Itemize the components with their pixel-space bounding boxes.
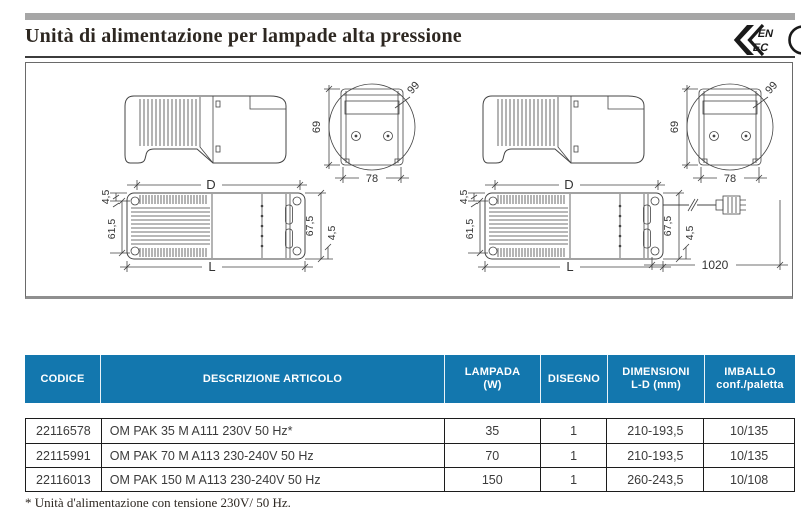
column-header-sublabel: conf./paletta	[716, 379, 784, 391]
cable-and-plug	[663, 196, 746, 214]
column-header-imballo	[704, 355, 795, 403]
column-header-label: DESCRIZIONE ARTICOLO	[202, 372, 343, 385]
cell-dimensioni: 210-193,5	[606, 444, 703, 467]
header-accent-bar	[25, 13, 795, 20]
table-row	[26, 419, 794, 443]
dim-left-tabs	[458, 190, 488, 256]
cell-disegno: 1	[540, 468, 607, 491]
svg-text:L: L	[566, 259, 574, 274]
cell-imballo: 10/108	[703, 468, 794, 491]
dim-l	[478, 259, 671, 274]
svg-text:D: D	[206, 177, 216, 192]
svg-text:L: L	[208, 259, 216, 274]
cell-dimensioni: 260-243,5	[606, 468, 703, 491]
svg-text:61,5: 61,5	[464, 218, 476, 240]
table-header	[25, 355, 795, 403]
cell-disegno: 1	[540, 419, 607, 443]
cell-disegno: 1	[540, 444, 607, 467]
svg-text:61,5: 61,5	[106, 218, 118, 240]
enec-text-en: EN	[756, 28, 775, 40]
svg-text:4,5: 4,5	[100, 189, 112, 205]
cell-descrizione: OM PAK 70 M A113 230-240V 50 Hz	[101, 444, 444, 467]
column-header-label: CODICE	[40, 372, 85, 385]
table-body	[25, 418, 795, 492]
column-header-descrizione	[100, 355, 444, 403]
column-header-dimensioni	[607, 355, 704, 403]
cell-descrizione: OM PAK 150 M A113 230-240V 50 Hz	[101, 468, 444, 491]
enec-text-ec: EC	[751, 42, 770, 54]
dim-height	[669, 85, 698, 169]
end-view	[687, 84, 773, 170]
svg-text:99: 99	[405, 79, 423, 97]
column-header-codice	[25, 355, 100, 403]
column-header-sublabel: (W)	[483, 379, 502, 391]
title-underline	[25, 56, 795, 58]
svg-text:69: 69	[311, 120, 323, 134]
cell-dimensioni: 210-193,5	[606, 419, 703, 443]
table-row	[26, 467, 794, 491]
column-header-label: IMBALLO	[724, 366, 776, 378]
dim-right-tabs	[304, 190, 338, 262]
cell-descrizione: OM PAK 35 M A111 230V 50 Hz*	[101, 419, 444, 443]
table-row	[26, 443, 794, 467]
side-view	[483, 96, 644, 163]
svg-text:4,5: 4,5	[326, 225, 338, 241]
svg-text:99: 99	[763, 79, 781, 97]
cell-codice: 22115991	[36, 448, 91, 463]
top-view	[127, 193, 305, 259]
column-header-disegno	[540, 355, 607, 403]
cell-imballo: 10/135	[703, 444, 794, 467]
dim-height	[311, 85, 340, 169]
column-header-label: DISEGNO	[547, 372, 601, 385]
svg-text:78: 78	[365, 173, 379, 185]
technical-drawing-right	[458, 76, 801, 300]
svg-text:67,5: 67,5	[304, 215, 316, 237]
technical-drawing-left	[100, 76, 445, 300]
svg-text:1020: 1020	[701, 258, 729, 272]
cell-lampada: 70	[444, 444, 540, 467]
end-view	[329, 84, 415, 170]
svg-text:78: 78	[723, 173, 737, 185]
dim-right-tabs	[662, 190, 696, 262]
side-view	[125, 96, 286, 163]
cell-lampada: 150	[444, 468, 540, 491]
column-header-label: DIMENSIONI	[622, 366, 690, 378]
dim-left-tabs	[100, 190, 130, 256]
cell-codice: 22116578	[36, 424, 91, 438]
dim-d	[485, 177, 665, 192]
svg-text:4,5: 4,5	[684, 225, 696, 241]
svg-text:D: D	[564, 177, 574, 192]
footnote: * Unità d'alimentazione con tensione 230V/ 50 Hz.	[25, 495, 291, 510]
cell-lampada: 35	[444, 419, 540, 443]
cell-imballo: 10/135	[703, 419, 794, 443]
column-header-label: LAMPADA	[464, 366, 521, 378]
column-header-sublabel: L-D (mm)	[631, 379, 681, 391]
cell-codice: 22116013	[36, 472, 91, 487]
dim-l	[120, 259, 313, 274]
dim-d	[127, 177, 307, 192]
svg-text:67,5: 67,5	[662, 215, 674, 237]
column-header-lampada	[444, 355, 540, 403]
top-view	[485, 193, 663, 259]
svg-text:4,5: 4,5	[458, 189, 470, 205]
page-title: Unità di alimentazione per lampade alta pressione	[25, 25, 462, 47]
svg-text:69: 69	[669, 120, 681, 134]
